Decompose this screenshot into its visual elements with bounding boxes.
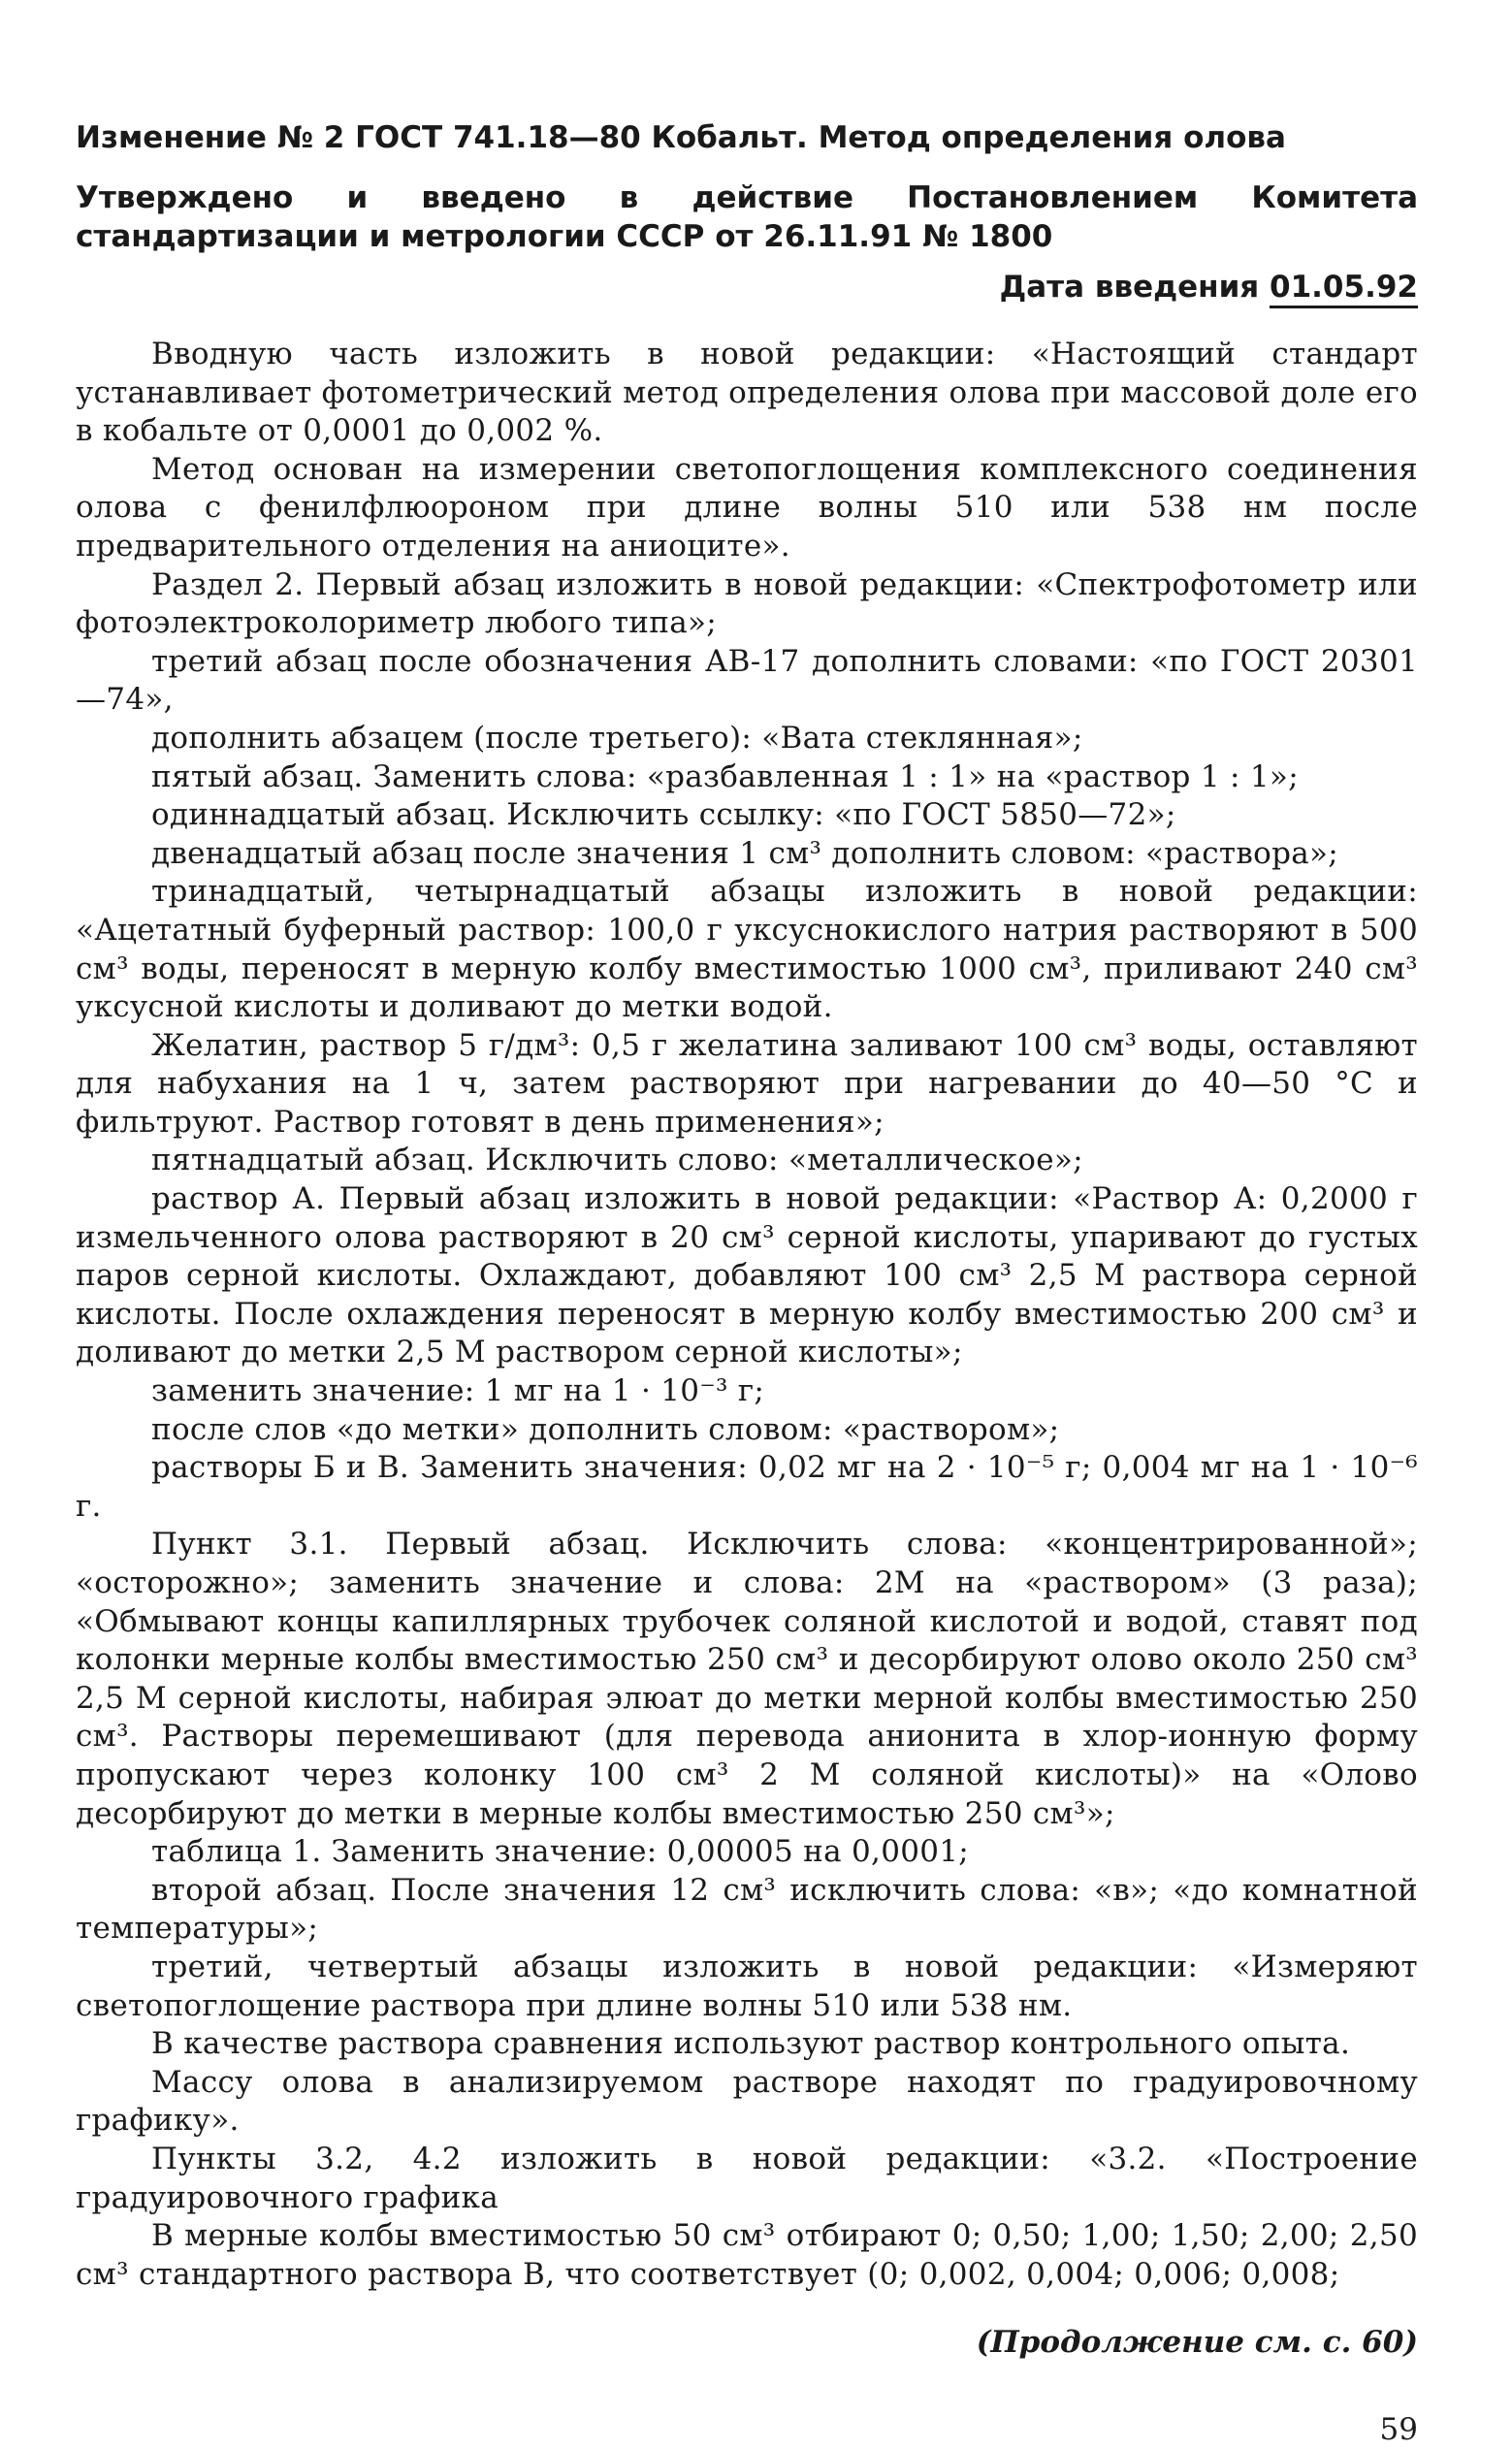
paragraph: таблица 1. Заменить значение: 0,00005 на 0,0001; bbox=[151, 1834, 970, 1870]
paragraph: тринадцатый, четырнадцатый абзацы изложить в новой редакции: «Ацетатный буферный раствор: 100,0 г уксуснокислого натрия растворяют в 500 см³ воды, переносят в мерную колбу вместимостью 1000 см³, приливают 240 см³ уксусной кислоты и доливают до метки водой. bbox=[76, 874, 1418, 1025]
paragraph: заменить значение: 1 мг на 1 · 10⁻³ г; bbox=[151, 1373, 765, 1409]
paragraph: Пункт 3.1. Первый абзац. Исключить слова: «концентрированной»; «осторожно»; заменить значение и слова: 2М на «раствором» (3 раза); «Обмывают концы капиллярных трубочек соляной кислотой и водой, ставят под колонки мерные колбы вместимостью 250 см³ и десорбируют олово около 250 см³ 2,5 М серной кислоты, набирая элюат до метки мерной колбы вместимостью 250 см³. Растворы перемешивают (для перевода анионита в хлор-ионную форму пропускают через колонку 100 см³ 2 М соляной кислоты)» на «Олово десорбируют до метки в мерные колбы вместимостью 250 см³»; bbox=[76, 1527, 1418, 1831]
paragraph: В мерные колбы вместимостью 50 см³ отбирают 0; 0,50; 1,00; 1,50; 2,00; 2,50 см³ стандартного раствора В, что соответствует (0; 0,002, 0,004; 0,006; 0,008; bbox=[76, 2218, 1418, 2292]
approval-statement: Утверждено и введено в действие Постановлением Комитета стандартизации и метрологии СССР от 26.11.91 № 1800 bbox=[76, 180, 1418, 254]
paragraph: третий, четвертый абзацы изложить в новой редакции: «Измеряют светопоглощение раствора при длине волны 510 или 538 нм. bbox=[76, 1949, 1418, 2023]
paragraph: Раздел 2. Первый абзац изложить в новой редакции: «Спектрофотометр или фотоэлектроколориметр любого типа»; bbox=[76, 566, 1418, 641]
document-page bbox=[76, 116, 1418, 2449]
document-title: Изменение № 2 ГОСТ 741.18—80 Кобальт. Метод определения олова bbox=[76, 120, 1286, 155]
continuation-note: (Продолжение см. с. 60) bbox=[976, 2325, 1418, 2361]
effective-date-value: 01.05.92 bbox=[1270, 270, 1418, 308]
paragraph: раствор А. Первый абзац изложить в новой редакции: «Раствор А: 0,2000 г измельченного олова растворяют в 20 см³ серной кислоты, упаривают до густых паров серной кислоты. Охлаждают, добавляют 100 см³ 2,5 М раствора серной кислоты. После охлаждения переносят в мерную колбу вместимостью 200 см³ и доливают до метки 2,5 М раствором серной кислоты»; bbox=[76, 1181, 1418, 1370]
paragraph: Вводную часть изложить в новой редакции: «Настоящий стандарт устанавливает фотометрический метод определения олова при массовой доле его в кобальте от 0,0001 до 0,002 %. bbox=[76, 337, 1418, 449]
header bbox=[76, 116, 1418, 308]
paragraph: Метод основан на измерении светопоглощения комплексного соединения олова с фенилфлюороном при длине волны 510 или 538 нм после предварительного отделения на аниоците». bbox=[76, 451, 1418, 564]
paragraph: пятый абзац. Заменить слова: «разбавленная 1 : 1» на «раствор 1 : 1»; bbox=[151, 758, 1299, 794]
paragraph: одиннадцатый абзац. Исключить ссылку: «по ГОСТ 5850—72»; bbox=[151, 797, 1176, 833]
paragraph: растворы Б и В. Заменить значения: 0,02 мг на 2 · 10⁻⁵ г; 0,004 мг на 1 · 10⁻⁶ г. bbox=[76, 1450, 1418, 1524]
paragraph: Желатин, раствор 5 г/дм³: 0,5 г желатина заливают 100 см³ воды, оставляют для набухания на 1 ч, затем растворяют при нагревании до 40—50 °С и фильтруют. Раствор готовят в день применения»; bbox=[76, 1027, 1418, 1140]
document-body bbox=[76, 336, 1418, 2294]
paragraph: третий абзац после обозначения АВ-17 дополнить словами: «по ГОСТ 20301—74», bbox=[76, 643, 1418, 718]
paragraph: после слов «до метки» дополнить словом: «раствором»; bbox=[151, 1411, 1060, 1447]
paragraph: Пункты 3.2, 4.2 изложить в новой редакции: «3.2. «Построение градуировочного графика bbox=[76, 2141, 1418, 2215]
paragraph: В качестве раствора сравнения используют раствор контрольного опыта. bbox=[151, 2026, 1351, 2062]
paragraph: двенадцатый абзац после значения 1 см³ дополнить словом: «раствора»; bbox=[151, 835, 1339, 871]
paragraph: дополнить абзацем (после третьего): «Вата стеклянная»; bbox=[151, 720, 1083, 756]
effective-date bbox=[76, 266, 1418, 308]
paragraph: Массу олова в анализируемом растворе находят по градуировочному графику». bbox=[76, 2064, 1418, 2139]
paragraph: пятнадцатый абзац. Исключить слово: «металлическое»; bbox=[151, 1143, 1083, 1178]
paragraph: второй абзац. После значения 12 см³ исключить слова: «в»; «до комнатной температуры»; bbox=[76, 1872, 1418, 1947]
effective-date-label: Дата введения bbox=[999, 270, 1260, 305]
page-number: 59 bbox=[1379, 2412, 1418, 2448]
